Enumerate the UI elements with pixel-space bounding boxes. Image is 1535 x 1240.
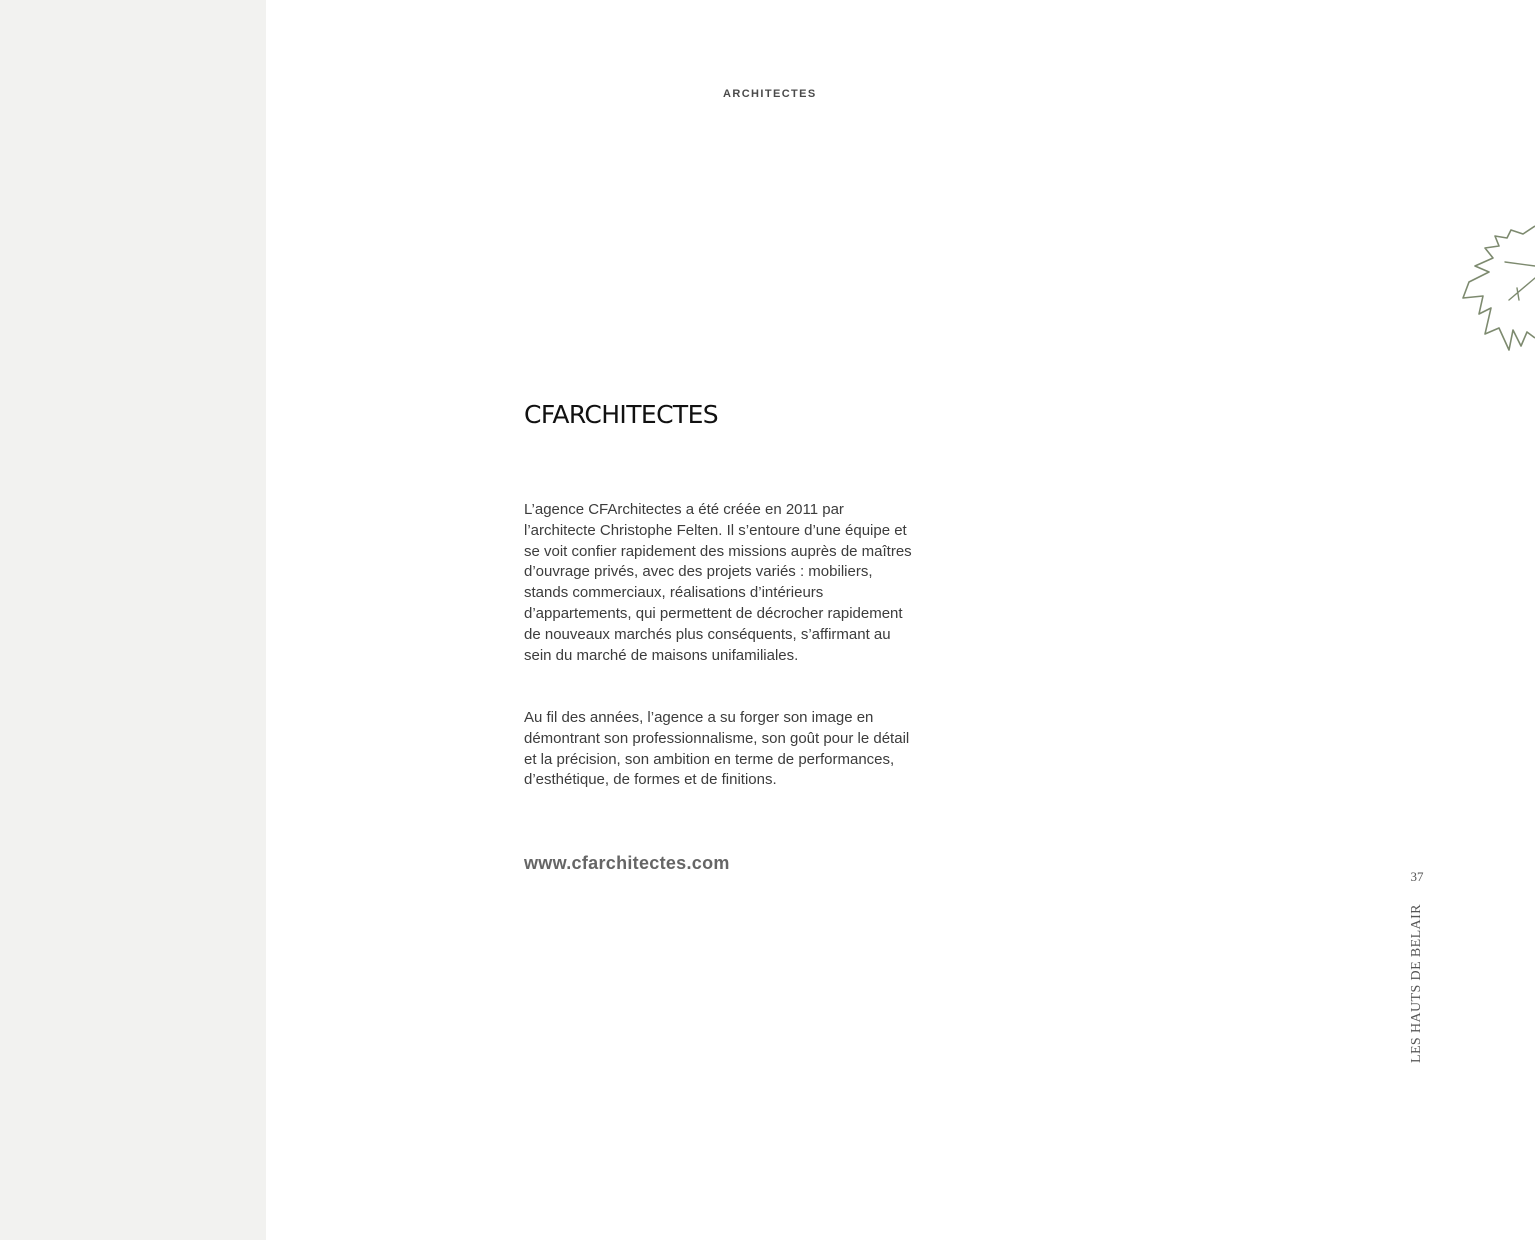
logo-wordmark: CFARCHITECTES: [524, 400, 719, 429]
section-header: ARCHITECTES: [723, 88, 817, 100]
leaf-outline-icon: [1455, 222, 1535, 354]
page-number: 37: [1410, 869, 1424, 884]
intro-paragraph: L’agence CFArchitectes a été créée en 2011 par l’architecte Christophe Felten. Il s’entoure d’une équipe et se voit confier rapidement des missions auprès de maîtres d’ouvrage privés, avec des projets variés : mobiliers, stands commerciaux, réalisations d’intérieurs d’appartements, qui permettent de décrocher rapidement de nouveaux marchés plus conséquents, s’affirmant au sein du marché de maisons unifamiliales.: [524, 501, 912, 664]
running-title: LES HAUTS DE BELAIR: [1409, 904, 1424, 1063]
cfarchitectes-logo: [524, 400, 724, 430]
website-link[interactable]: www.cfarchitectes.com: [524, 853, 730, 873]
side-panel: [0, 0, 266, 1240]
history-paragraph: Au fil des années, l’agence a su forger son image en démontrant son professionnalisme, son goût pour le détail et la précision, son ambition en terme de performances, d’esthétique, de formes et de finitions.: [524, 709, 910, 789]
